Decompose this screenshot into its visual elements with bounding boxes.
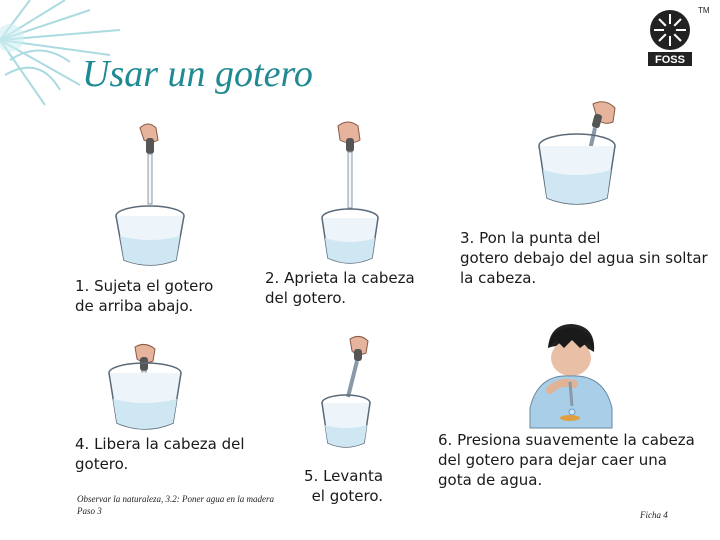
dropper-icon	[146, 138, 154, 204]
cup-icon	[116, 206, 184, 265]
step5-illustration	[310, 335, 390, 455]
step2-illustration	[310, 118, 390, 268]
foss-logo	[646, 6, 694, 68]
step1-illustration	[110, 118, 190, 268]
step-4-text: 4. Libera la cabeza del gotero.	[75, 435, 245, 473]
page-title: Usar un gotero	[82, 53, 313, 95]
card-number: Ficha 4	[640, 510, 668, 520]
step3-illustration	[535, 98, 625, 228]
step-number: Paso 3	[77, 506, 102, 516]
trademark: TM	[698, 6, 710, 15]
step4-illustration	[105, 345, 185, 435]
source-citation: Observar la naturaleza, 3.2: Poner agua en la madera	[77, 494, 274, 504]
logo-text: FOSS	[655, 54, 685, 66]
step-1-text: 1. Sujeta el gotero de arriba abajo.	[75, 277, 214, 315]
step-2-text: 2. Aprieta la cabeza del gotero.	[265, 269, 415, 307]
step-6-text: 6. Presiona suavemente la cabeza del gotero para dejar caer una gota de agua.	[438, 431, 695, 489]
child-illustration	[520, 318, 620, 428]
step-3-text: 3. Pon la punta del gotero debajo del agua sin soltar la cabeza.	[460, 229, 708, 287]
step-5-text: 5. Levanta el gotero.	[304, 467, 384, 505]
